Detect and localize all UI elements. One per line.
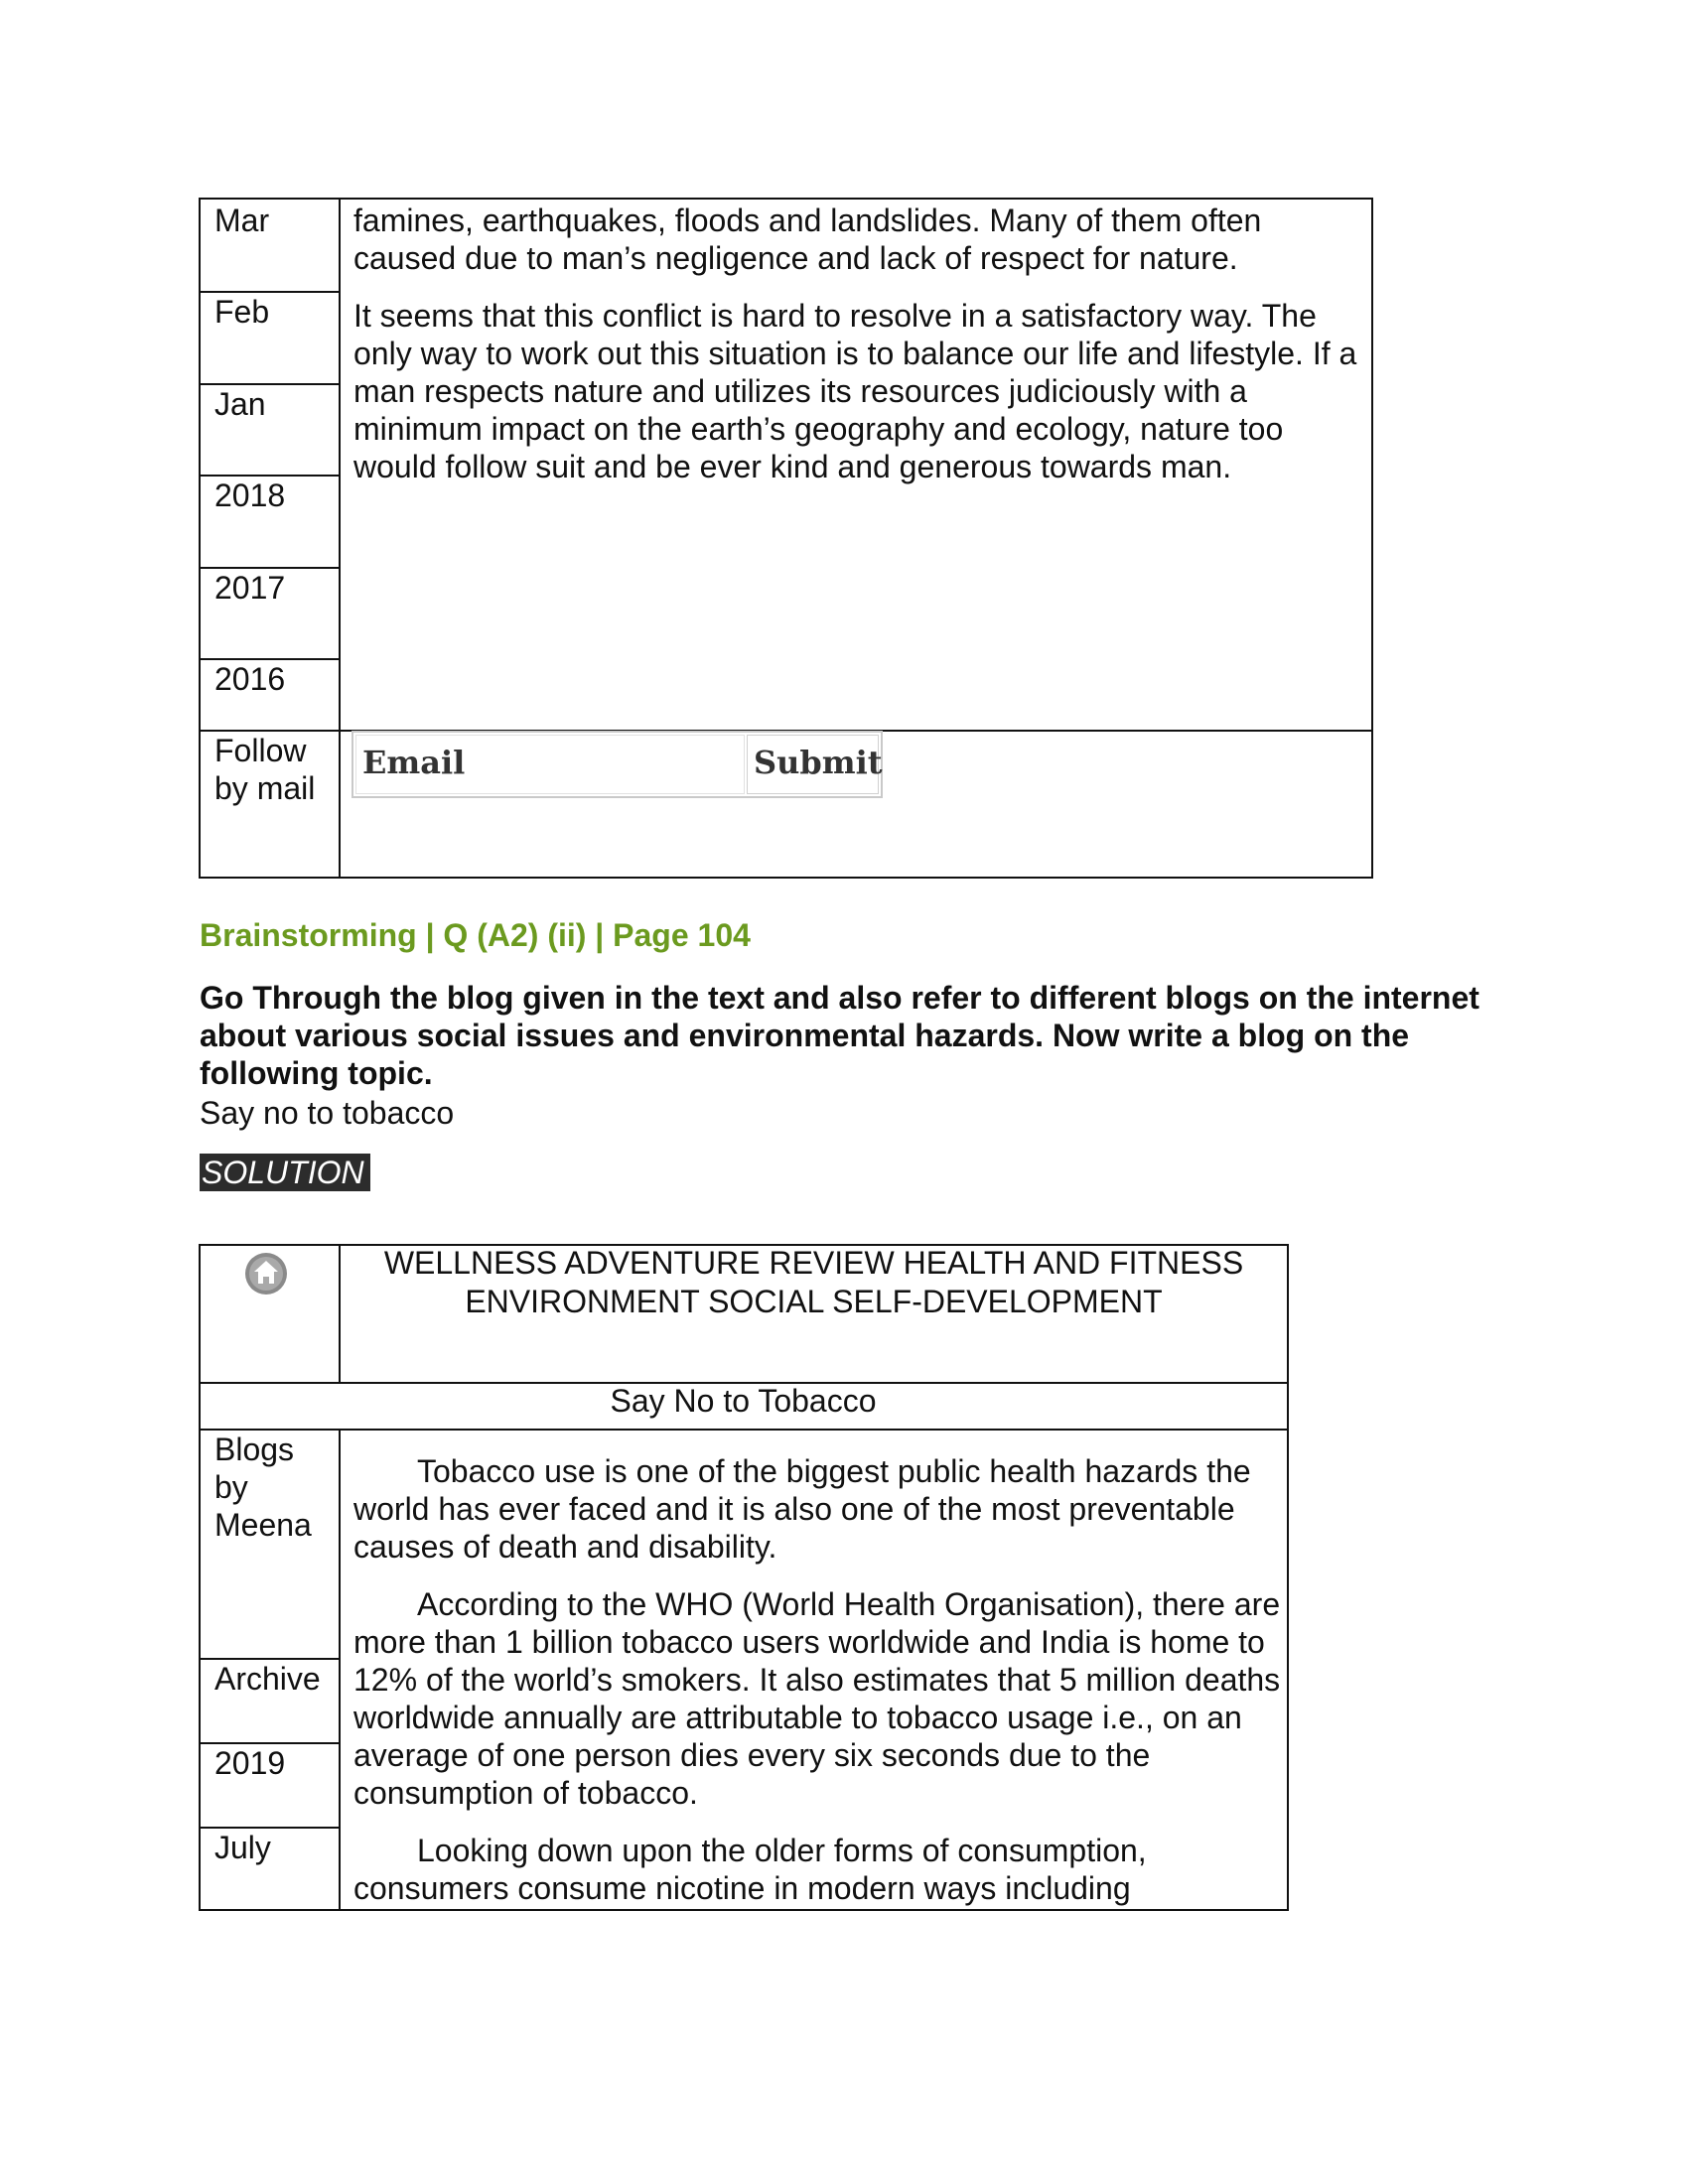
blog-table — [199, 1244, 1289, 1911]
post-paragraph: Looking down upon the older forms of consumption, consumers consume nicotine in modern ways including — [353, 1833, 1147, 1906]
column-divider — [339, 1429, 341, 1909]
post-paragraph: It seems that this conflict is hard to resolve in a satisfactory way. The only way to work out this situation is to balance our life and lifestyle. If a man respects nature and utilizes its resources judiciously with a minimum impact on the earth’s geography and ecology, nature too would follow suit and be ever kind and generous towards man. — [353, 298, 1357, 484]
archive-label: Archive — [214, 1661, 321, 1697]
category-nav[interactable]: WELLNESS ADVENTURE REVIEW HEALTH AND FITNESS ENVIRONMENT SOCIAL SELF-DEVELOPMENT — [383, 1245, 1244, 1319]
archive-link-mar[interactable]: Mar — [214, 203, 270, 238]
row-divider — [201, 1429, 1289, 1431]
post-body — [353, 202, 1366, 505]
archive-link-2017[interactable]: 2017 — [214, 570, 286, 606]
archive-link-2019[interactable]: 2019 — [214, 1745, 286, 1781]
post-paragraph: famines, earthquakes, floods and landslides. Many of them often caused due to man’s negligence and lack of respect for nature. — [353, 203, 1262, 276]
column-divider — [339, 200, 341, 877]
archive-link-july[interactable]: July — [214, 1830, 271, 1865]
archive-link-jan[interactable]: Jan — [214, 386, 266, 422]
post-body — [353, 1452, 1282, 1909]
submit-button[interactable]: Submit — [747, 735, 879, 794]
email-input[interactable]: Email — [355, 735, 745, 794]
question-text: Go Through the blog given in the text and also refer to different blogs on the internet about various social issues and environmental hazards. Now write a blog on the following topic. — [200, 980, 1479, 1091]
archive-link-2018[interactable]: 2018 — [214, 478, 286, 513]
subscribe-form — [352, 731, 883, 798]
follow-by-mail-label: Follow by mail — [214, 733, 316, 806]
topic-text: Say no to tobacco — [200, 1095, 455, 1131]
archive-link-2016[interactable]: 2016 — [214, 661, 286, 697]
post-title: Say No to Tobacco — [610, 1383, 877, 1419]
post-paragraph: According to the WHO (World Health Organisation), there are more than 1 billion tobacco users worldwide and India is home to 12% of the world’s smokers. It also estimates that 5 million deaths worldwide annually are attributable to tobacco usage i.e., on an average of one person dies every six seconds due to the consumption of tobacco. — [353, 1586, 1281, 1811]
section-heading: Brainstorming | Q (A2) (ii) | Page 104 — [200, 917, 751, 953]
author-label: Blogs by Meena — [214, 1432, 312, 1543]
archive-link-feb[interactable]: Feb — [214, 294, 270, 330]
home-icon[interactable] — [243, 1251, 289, 1297]
solution-label: SOLUTION — [200, 1154, 370, 1191]
post-paragraph: Tobacco use is one of the biggest public health hazards the world has ever faced and it is also one of the most preventable causes of death and disability. — [353, 1453, 1251, 1565]
